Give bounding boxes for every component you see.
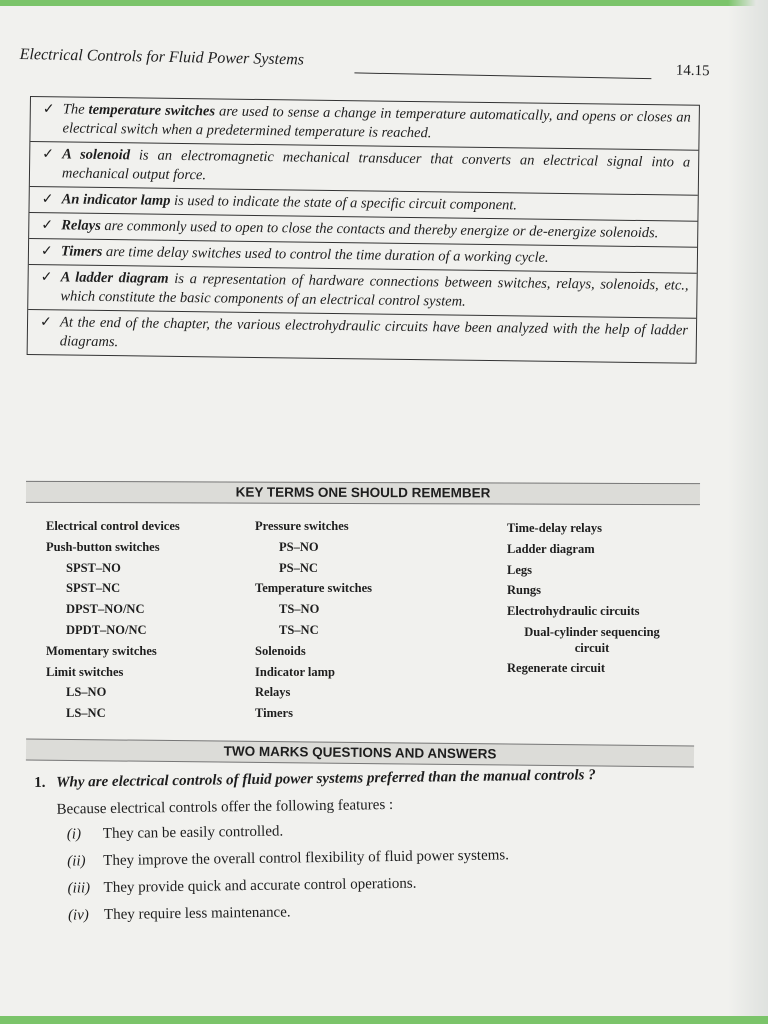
check-mark-icon: ✓	[42, 102, 55, 118]
answer-feature	[67, 843, 695, 872]
summary-item: ✓ An indicator lamp is used to indicate the state of a specific circuit component.	[29, 187, 697, 222]
key-term: Pressure switches	[255, 519, 349, 533]
summary-item: ✓ Timers are time delay switches used to control the time duration of a working cycle.	[29, 239, 697, 274]
summary-item: ✓ A solenoid is an electromagnetic mechanical transducer that converts an electrical signal into a mechanical output force.	[30, 142, 699, 196]
key-term: DPST–NO/NC	[66, 602, 145, 617]
two-marks-section	[34, 763, 696, 933]
summary-item: ✓ Relays are commonly used to open to close the contacts and thereby energize or de-energize solenoids.	[29, 213, 697, 248]
feature-numeral: (i)	[66, 826, 82, 843]
key-term: Rungs	[507, 583, 542, 598]
answer-feature	[67, 816, 695, 845]
check-mark-icon: ✓	[41, 218, 54, 234]
feature-numeral: (iii)	[67, 880, 91, 897]
page-header	[19, 40, 710, 89]
key-terms-heading: KEY TERMS ONE SHOULD REMEMBER	[26, 481, 700, 505]
key-term: Temperature switches	[255, 581, 372, 596]
key-term: DPDT–NO/NC	[66, 622, 147, 637]
check-mark-icon: ✓	[40, 270, 53, 286]
key-term: Indicator lamp	[255, 664, 335, 679]
check-mark-icon: ✓	[41, 192, 54, 208]
key-term: SPST–NO	[66, 560, 121, 575]
key-term: SPST–NC	[66, 581, 121, 596]
key-term: Regenerate circuit	[507, 660, 605, 675]
running-title: Electrical Controls for Fluid Power Systems	[19, 45, 305, 69]
summary-item: ✓ The temperature switches are used to sense a change in temperature automatically, and opens or closes an electrical switch when a predetermined temperature is reached.	[30, 97, 699, 151]
key-terms-column-1	[46, 516, 180, 724]
question-number: 1.	[34, 774, 46, 791]
answer-feature	[67, 870, 695, 899]
key-term: LS–NO	[66, 685, 107, 700]
page-edge-shadow	[728, 0, 768, 1024]
key-term: Relays	[255, 685, 291, 700]
question-text: Why are electrical controls of fluid power systems preferred than the manual controls ?	[56, 767, 596, 791]
page-number: 14.15	[675, 62, 710, 80]
key-term: PS–NO	[279, 539, 319, 554]
key-term: Electrical control devices	[46, 519, 180, 533]
check-mark-icon: ✓	[40, 244, 53, 260]
two-marks-heading: TWO MARKS QUESTIONS AND ANSWERS	[26, 739, 694, 768]
key-term: Limit switches	[46, 664, 124, 679]
feature-numeral: (ii)	[67, 853, 86, 870]
feature-numeral: (iv)	[67, 907, 89, 924]
background-strip-top	[0, 0, 768, 6]
key-term: TS–NC	[279, 622, 319, 637]
header-rule	[354, 72, 651, 79]
feature-text: They improve the overall control flexibility of fluid power systems.	[103, 847, 510, 870]
key-term: Momentary switches	[46, 643, 157, 658]
key-term: Time-delay relays	[507, 521, 603, 535]
key-term: TS–NO	[279, 602, 320, 617]
summary-item: ✓ A ladder diagram is a representation of hardware connections between switches, relays, solenoids, etc., which constitute the basic components of an electrical control system.	[28, 265, 697, 319]
key-term: Timers	[255, 706, 293, 721]
feature-text: They can be easily controlled.	[102, 823, 284, 843]
key-term: Push-button switches	[46, 539, 160, 554]
key-term: Solenoids	[255, 643, 306, 658]
key-term: LS–NC	[66, 706, 106, 721]
key-term: Dual-cylinder sequencing circuit	[524, 624, 660, 655]
key-term: Ladder diagram	[507, 541, 595, 556]
key-term: PS–NC	[279, 560, 318, 575]
question-1	[34, 763, 694, 794]
chapter-summary-box	[27, 96, 700, 364]
background-strip-bottom	[0, 1016, 768, 1024]
key-terms-column-3	[507, 518, 677, 679]
answer-intro: Because electrical controls offer the following features :	[56, 796, 394, 818]
feature-text: They provide quick and accurate control operations.	[103, 875, 417, 897]
key-term: Legs	[507, 562, 532, 577]
key-terms-column-2	[255, 516, 372, 724]
key-term: Electrohydraulic circuits	[507, 604, 640, 619]
check-mark-icon: ✓	[39, 315, 52, 331]
answer-feature	[68, 897, 696, 926]
feature-text: They require less maintenance.	[103, 904, 291, 924]
check-mark-icon: ✓	[42, 147, 55, 163]
summary-item: ✓ At the end of the chapter, the various electrohydraulic circuits have been analyzed with the help of ladder diagrams.	[39, 314, 689, 351]
